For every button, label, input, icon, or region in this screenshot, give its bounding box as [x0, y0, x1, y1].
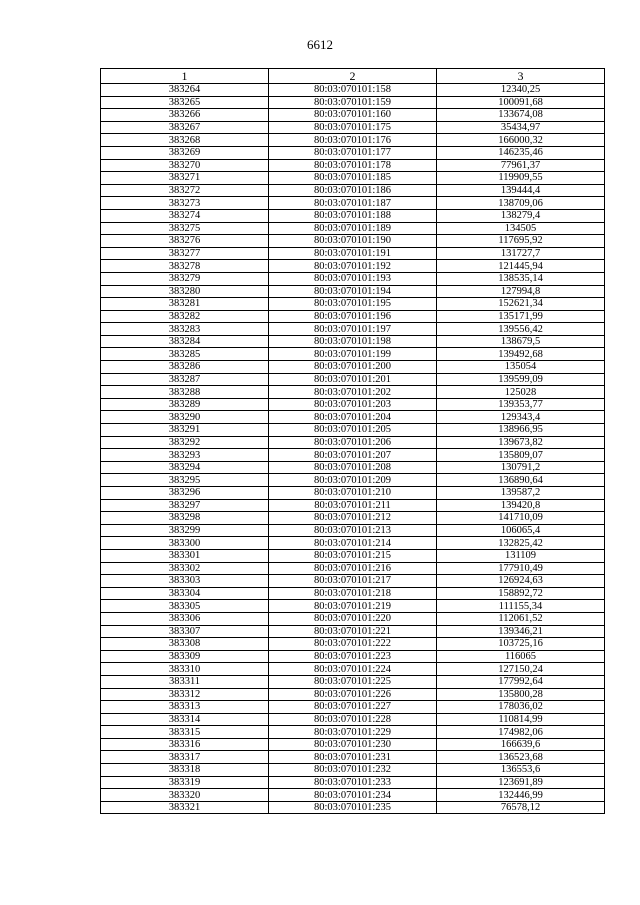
table-row	[101, 260, 605, 273]
cell-value: 139420,8	[437, 499, 605, 512]
cell-value: 136553,6	[437, 764, 605, 777]
cell-cadastral-id: 80:03:070101:192	[269, 260, 437, 273]
cell-cadastral-id: 80:03:070101:159	[269, 96, 437, 109]
table-row	[101, 512, 605, 525]
column-header-1: 1	[101, 69, 269, 84]
cell-cadastral-id: 80:03:070101:225	[269, 675, 437, 688]
cell-cadastral-id: 80:03:070101:217	[269, 575, 437, 588]
cell-number: 383321	[101, 801, 269, 814]
cell-value: 158892,72	[437, 587, 605, 600]
cell-cadastral-id: 80:03:070101:208	[269, 461, 437, 474]
table-row	[101, 272, 605, 285]
cell-value: 111155,34	[437, 600, 605, 613]
cell-number: 383305	[101, 600, 269, 613]
cell-cadastral-id: 80:03:070101:232	[269, 764, 437, 777]
cell-value: 129343,4	[437, 411, 605, 424]
cell-value: 139673,82	[437, 436, 605, 449]
table-row	[101, 600, 605, 613]
table-row	[101, 361, 605, 374]
cell-value: 100091,68	[437, 96, 605, 109]
cell-value: 141710,09	[437, 512, 605, 525]
cell-number: 383283	[101, 323, 269, 336]
cell-cadastral-id: 80:03:070101:178	[269, 159, 437, 172]
cell-cadastral-id: 80:03:070101:175	[269, 121, 437, 134]
cell-number: 383312	[101, 688, 269, 701]
table-row	[101, 537, 605, 550]
table-row	[101, 96, 605, 109]
cell-cadastral-id: 80:03:070101:190	[269, 235, 437, 248]
cell-number: 383320	[101, 789, 269, 802]
cell-number: 383276	[101, 235, 269, 248]
cell-value: 174982,06	[437, 726, 605, 739]
cell-number: 383270	[101, 159, 269, 172]
table-row	[101, 751, 605, 764]
cell-cadastral-id: 80:03:070101:233	[269, 776, 437, 789]
cell-number: 383288	[101, 386, 269, 399]
table-row	[101, 159, 605, 172]
table-row	[101, 184, 605, 197]
table-row	[101, 562, 605, 575]
cell-value: 135054	[437, 361, 605, 374]
cell-number: 383280	[101, 285, 269, 298]
table-row	[101, 84, 605, 97]
table-row	[101, 109, 605, 122]
table-row	[101, 310, 605, 323]
table-row	[101, 663, 605, 676]
cell-value: 139444,4	[437, 184, 605, 197]
table-row	[101, 549, 605, 562]
cell-cadastral-id: 80:03:070101:189	[269, 222, 437, 235]
cell-value: 116065	[437, 650, 605, 663]
cell-cadastral-id: 80:03:070101:200	[269, 361, 437, 374]
cell-cadastral-id: 80:03:070101:235	[269, 801, 437, 814]
cell-value: 139556,42	[437, 323, 605, 336]
cell-cadastral-id: 80:03:070101:228	[269, 713, 437, 726]
cell-number: 383279	[101, 272, 269, 285]
cell-cadastral-id: 80:03:070101:214	[269, 537, 437, 550]
cell-number: 383297	[101, 499, 269, 512]
cell-cadastral-id: 80:03:070101:187	[269, 197, 437, 210]
table-row	[101, 222, 605, 235]
cell-number: 383294	[101, 461, 269, 474]
cell-value: 135171,99	[437, 310, 605, 323]
cell-cadastral-id: 80:03:070101:219	[269, 600, 437, 613]
cell-cadastral-id: 80:03:070101:213	[269, 524, 437, 537]
cell-cadastral-id: 80:03:070101:209	[269, 474, 437, 487]
cell-number: 383278	[101, 260, 269, 273]
cell-value: 138709,06	[437, 197, 605, 210]
cell-number: 383298	[101, 512, 269, 525]
cell-value: 123691,89	[437, 776, 605, 789]
cell-value: 106065,4	[437, 524, 605, 537]
cell-cadastral-id: 80:03:070101:194	[269, 285, 437, 298]
cell-cadastral-id: 80:03:070101:188	[269, 209, 437, 222]
table-row	[101, 134, 605, 147]
cell-value: 35434,97	[437, 121, 605, 134]
table-row	[101, 675, 605, 688]
cell-number: 383295	[101, 474, 269, 487]
cell-value: 103725,16	[437, 638, 605, 651]
table-row	[101, 738, 605, 751]
cell-value: 127994,8	[437, 285, 605, 298]
cell-cadastral-id: 80:03:070101:177	[269, 146, 437, 159]
table-row	[101, 499, 605, 512]
cell-number: 383277	[101, 247, 269, 260]
cell-number: 383281	[101, 298, 269, 311]
cell-number: 383307	[101, 625, 269, 638]
cell-number: 383273	[101, 197, 269, 210]
cell-value: 76578,12	[437, 801, 605, 814]
cell-value: 138279,4	[437, 209, 605, 222]
table-row	[101, 524, 605, 537]
table-row	[101, 209, 605, 222]
table-row	[101, 411, 605, 424]
cell-number: 383282	[101, 310, 269, 323]
table-header	[101, 69, 605, 84]
cell-cadastral-id: 80:03:070101:223	[269, 650, 437, 663]
cell-number: 383267	[101, 121, 269, 134]
cell-number: 383316	[101, 738, 269, 751]
cell-number: 383304	[101, 587, 269, 600]
table-body	[101, 84, 605, 814]
cell-cadastral-id: 80:03:070101:197	[269, 323, 437, 336]
cell-cadastral-id: 80:03:070101:195	[269, 298, 437, 311]
cell-value: 166000,32	[437, 134, 605, 147]
table-row	[101, 373, 605, 386]
table-row	[101, 449, 605, 462]
cell-value: 139346,21	[437, 625, 605, 638]
cell-number: 383293	[101, 449, 269, 462]
table-row	[101, 776, 605, 789]
cell-number: 383286	[101, 361, 269, 374]
cell-value: 136890,64	[437, 474, 605, 487]
cell-value: 152621,34	[437, 298, 605, 311]
cell-number: 383292	[101, 436, 269, 449]
table-row	[101, 247, 605, 260]
cell-cadastral-id: 80:03:070101:196	[269, 310, 437, 323]
cell-value: 132446,99	[437, 789, 605, 802]
cell-value: 177992,64	[437, 675, 605, 688]
cell-number: 383314	[101, 713, 269, 726]
table-row	[101, 575, 605, 588]
table-row	[101, 298, 605, 311]
cell-number: 383319	[101, 776, 269, 789]
cell-cadastral-id: 80:03:070101:201	[269, 373, 437, 386]
cell-value: 134505	[437, 222, 605, 235]
cell-number: 383265	[101, 96, 269, 109]
cell-cadastral-id: 80:03:070101:216	[269, 562, 437, 575]
cell-cadastral-id: 80:03:070101:203	[269, 398, 437, 411]
header-row	[101, 69, 605, 84]
table-row	[101, 801, 605, 814]
cell-number: 383268	[101, 134, 269, 147]
cell-value: 138535,14	[437, 272, 605, 285]
cell-cadastral-id: 80:03:070101:191	[269, 247, 437, 260]
table-row	[101, 688, 605, 701]
cell-cadastral-id: 80:03:070101:207	[269, 449, 437, 462]
table-row	[101, 587, 605, 600]
cell-value: 121445,94	[437, 260, 605, 273]
cell-cadastral-id: 80:03:070101:211	[269, 499, 437, 512]
cell-value: 132825,42	[437, 537, 605, 550]
cell-value: 177910,49	[437, 562, 605, 575]
cell-value: 135800,28	[437, 688, 605, 701]
cell-cadastral-id: 80:03:070101:186	[269, 184, 437, 197]
cell-value: 131109	[437, 549, 605, 562]
cell-number: 383301	[101, 549, 269, 562]
cell-number: 383272	[101, 184, 269, 197]
cell-number: 383275	[101, 222, 269, 235]
cell-cadastral-id: 80:03:070101:176	[269, 134, 437, 147]
table-row	[101, 487, 605, 500]
cell-cadastral-id: 80:03:070101:185	[269, 172, 437, 185]
cell-cadastral-id: 80:03:070101:212	[269, 512, 437, 525]
table-row	[101, 436, 605, 449]
table-row	[101, 612, 605, 625]
cell-cadastral-id: 80:03:070101:205	[269, 424, 437, 437]
cell-value: 131727,7	[437, 247, 605, 260]
cell-number: 383284	[101, 335, 269, 348]
cell-number: 383310	[101, 663, 269, 676]
cell-number: 383299	[101, 524, 269, 537]
cell-number: 383303	[101, 575, 269, 588]
cell-cadastral-id: 80:03:070101:224	[269, 663, 437, 676]
table-row	[101, 713, 605, 726]
table-row	[101, 172, 605, 185]
cell-number: 383311	[101, 675, 269, 688]
cell-value: 110814,99	[437, 713, 605, 726]
cell-cadastral-id: 80:03:070101:234	[269, 789, 437, 802]
cell-value: 136523,68	[437, 751, 605, 764]
cell-cadastral-id: 80:03:070101:206	[269, 436, 437, 449]
cell-cadastral-id: 80:03:070101:231	[269, 751, 437, 764]
table-row	[101, 789, 605, 802]
cell-cadastral-id: 80:03:070101:215	[269, 549, 437, 562]
cell-cadastral-id: 80:03:070101:204	[269, 411, 437, 424]
cell-number: 383285	[101, 348, 269, 361]
table-row	[101, 197, 605, 210]
cell-cadastral-id: 80:03:070101:229	[269, 726, 437, 739]
table-row	[101, 701, 605, 714]
cell-value: 166639,6	[437, 738, 605, 751]
table-row	[101, 474, 605, 487]
cell-number: 383317	[101, 751, 269, 764]
cell-cadastral-id: 80:03:070101:226	[269, 688, 437, 701]
table-row	[101, 461, 605, 474]
cell-number: 383302	[101, 562, 269, 575]
cell-number: 383264	[101, 84, 269, 97]
cell-cadastral-id: 80:03:070101:198	[269, 335, 437, 348]
cell-number: 383296	[101, 487, 269, 500]
cell-value: 130791,2	[437, 461, 605, 474]
cell-number: 383318	[101, 764, 269, 777]
table-row	[101, 764, 605, 777]
cell-cadastral-id: 80:03:070101:221	[269, 625, 437, 638]
table-row	[101, 146, 605, 159]
table-row	[101, 650, 605, 663]
table-row	[101, 424, 605, 437]
cell-number: 383287	[101, 373, 269, 386]
cell-number: 383308	[101, 638, 269, 651]
table-row	[101, 335, 605, 348]
cell-value: 178036,02	[437, 701, 605, 714]
data-table	[100, 68, 605, 814]
cell-cadastral-id: 80:03:070101:230	[269, 738, 437, 751]
cell-number: 383289	[101, 398, 269, 411]
cell-value: 77961,37	[437, 159, 605, 172]
cell-value: 139492,68	[437, 348, 605, 361]
cell-value: 117695,92	[437, 235, 605, 248]
cell-value: 133674,08	[437, 109, 605, 122]
cell-cadastral-id: 80:03:070101:160	[269, 109, 437, 122]
cell-value: 125028	[437, 386, 605, 399]
cell-cadastral-id: 80:03:070101:193	[269, 272, 437, 285]
table-row	[101, 235, 605, 248]
cell-number: 383266	[101, 109, 269, 122]
cell-number: 383306	[101, 612, 269, 625]
table-row	[101, 323, 605, 336]
cell-value: 138679,5	[437, 335, 605, 348]
cell-number: 383271	[101, 172, 269, 185]
column-header-2: 2	[269, 69, 437, 84]
table-row	[101, 285, 605, 298]
cell-value: 127150,24	[437, 663, 605, 676]
cell-cadastral-id: 80:03:070101:227	[269, 701, 437, 714]
cell-number: 383269	[101, 146, 269, 159]
cell-cadastral-id: 80:03:070101:199	[269, 348, 437, 361]
cell-value: 139353,77	[437, 398, 605, 411]
cell-value: 119909,55	[437, 172, 605, 185]
cell-number: 383274	[101, 209, 269, 222]
table-row	[101, 638, 605, 651]
cell-cadastral-id: 80:03:070101:202	[269, 386, 437, 399]
column-header-3: 3	[437, 69, 605, 84]
table-row	[101, 121, 605, 134]
table-row	[101, 398, 605, 411]
cell-value: 138966,95	[437, 424, 605, 437]
cell-cadastral-id: 80:03:070101:218	[269, 587, 437, 600]
table-row	[101, 386, 605, 399]
cell-number: 383315	[101, 726, 269, 739]
cell-value: 126924,63	[437, 575, 605, 588]
cell-value: 112061,52	[437, 612, 605, 625]
cell-number: 383313	[101, 701, 269, 714]
cell-cadastral-id: 80:03:070101:210	[269, 487, 437, 500]
cell-cadastral-id: 80:03:070101:158	[269, 84, 437, 97]
cell-value: 139587,2	[437, 487, 605, 500]
cell-number: 383290	[101, 411, 269, 424]
cell-cadastral-id: 80:03:070101:220	[269, 612, 437, 625]
cell-value: 135809,07	[437, 449, 605, 462]
cell-number: 383300	[101, 537, 269, 550]
table-row	[101, 625, 605, 638]
page-number: 6612	[307, 37, 333, 52]
table-row	[101, 726, 605, 739]
cell-value: 139599,09	[437, 373, 605, 386]
cell-number: 383309	[101, 650, 269, 663]
table-row	[101, 348, 605, 361]
cell-value: 12340,25	[437, 84, 605, 97]
cell-cadastral-id: 80:03:070101:222	[269, 638, 437, 651]
cell-number: 383291	[101, 424, 269, 437]
cell-value: 146235,46	[437, 146, 605, 159]
